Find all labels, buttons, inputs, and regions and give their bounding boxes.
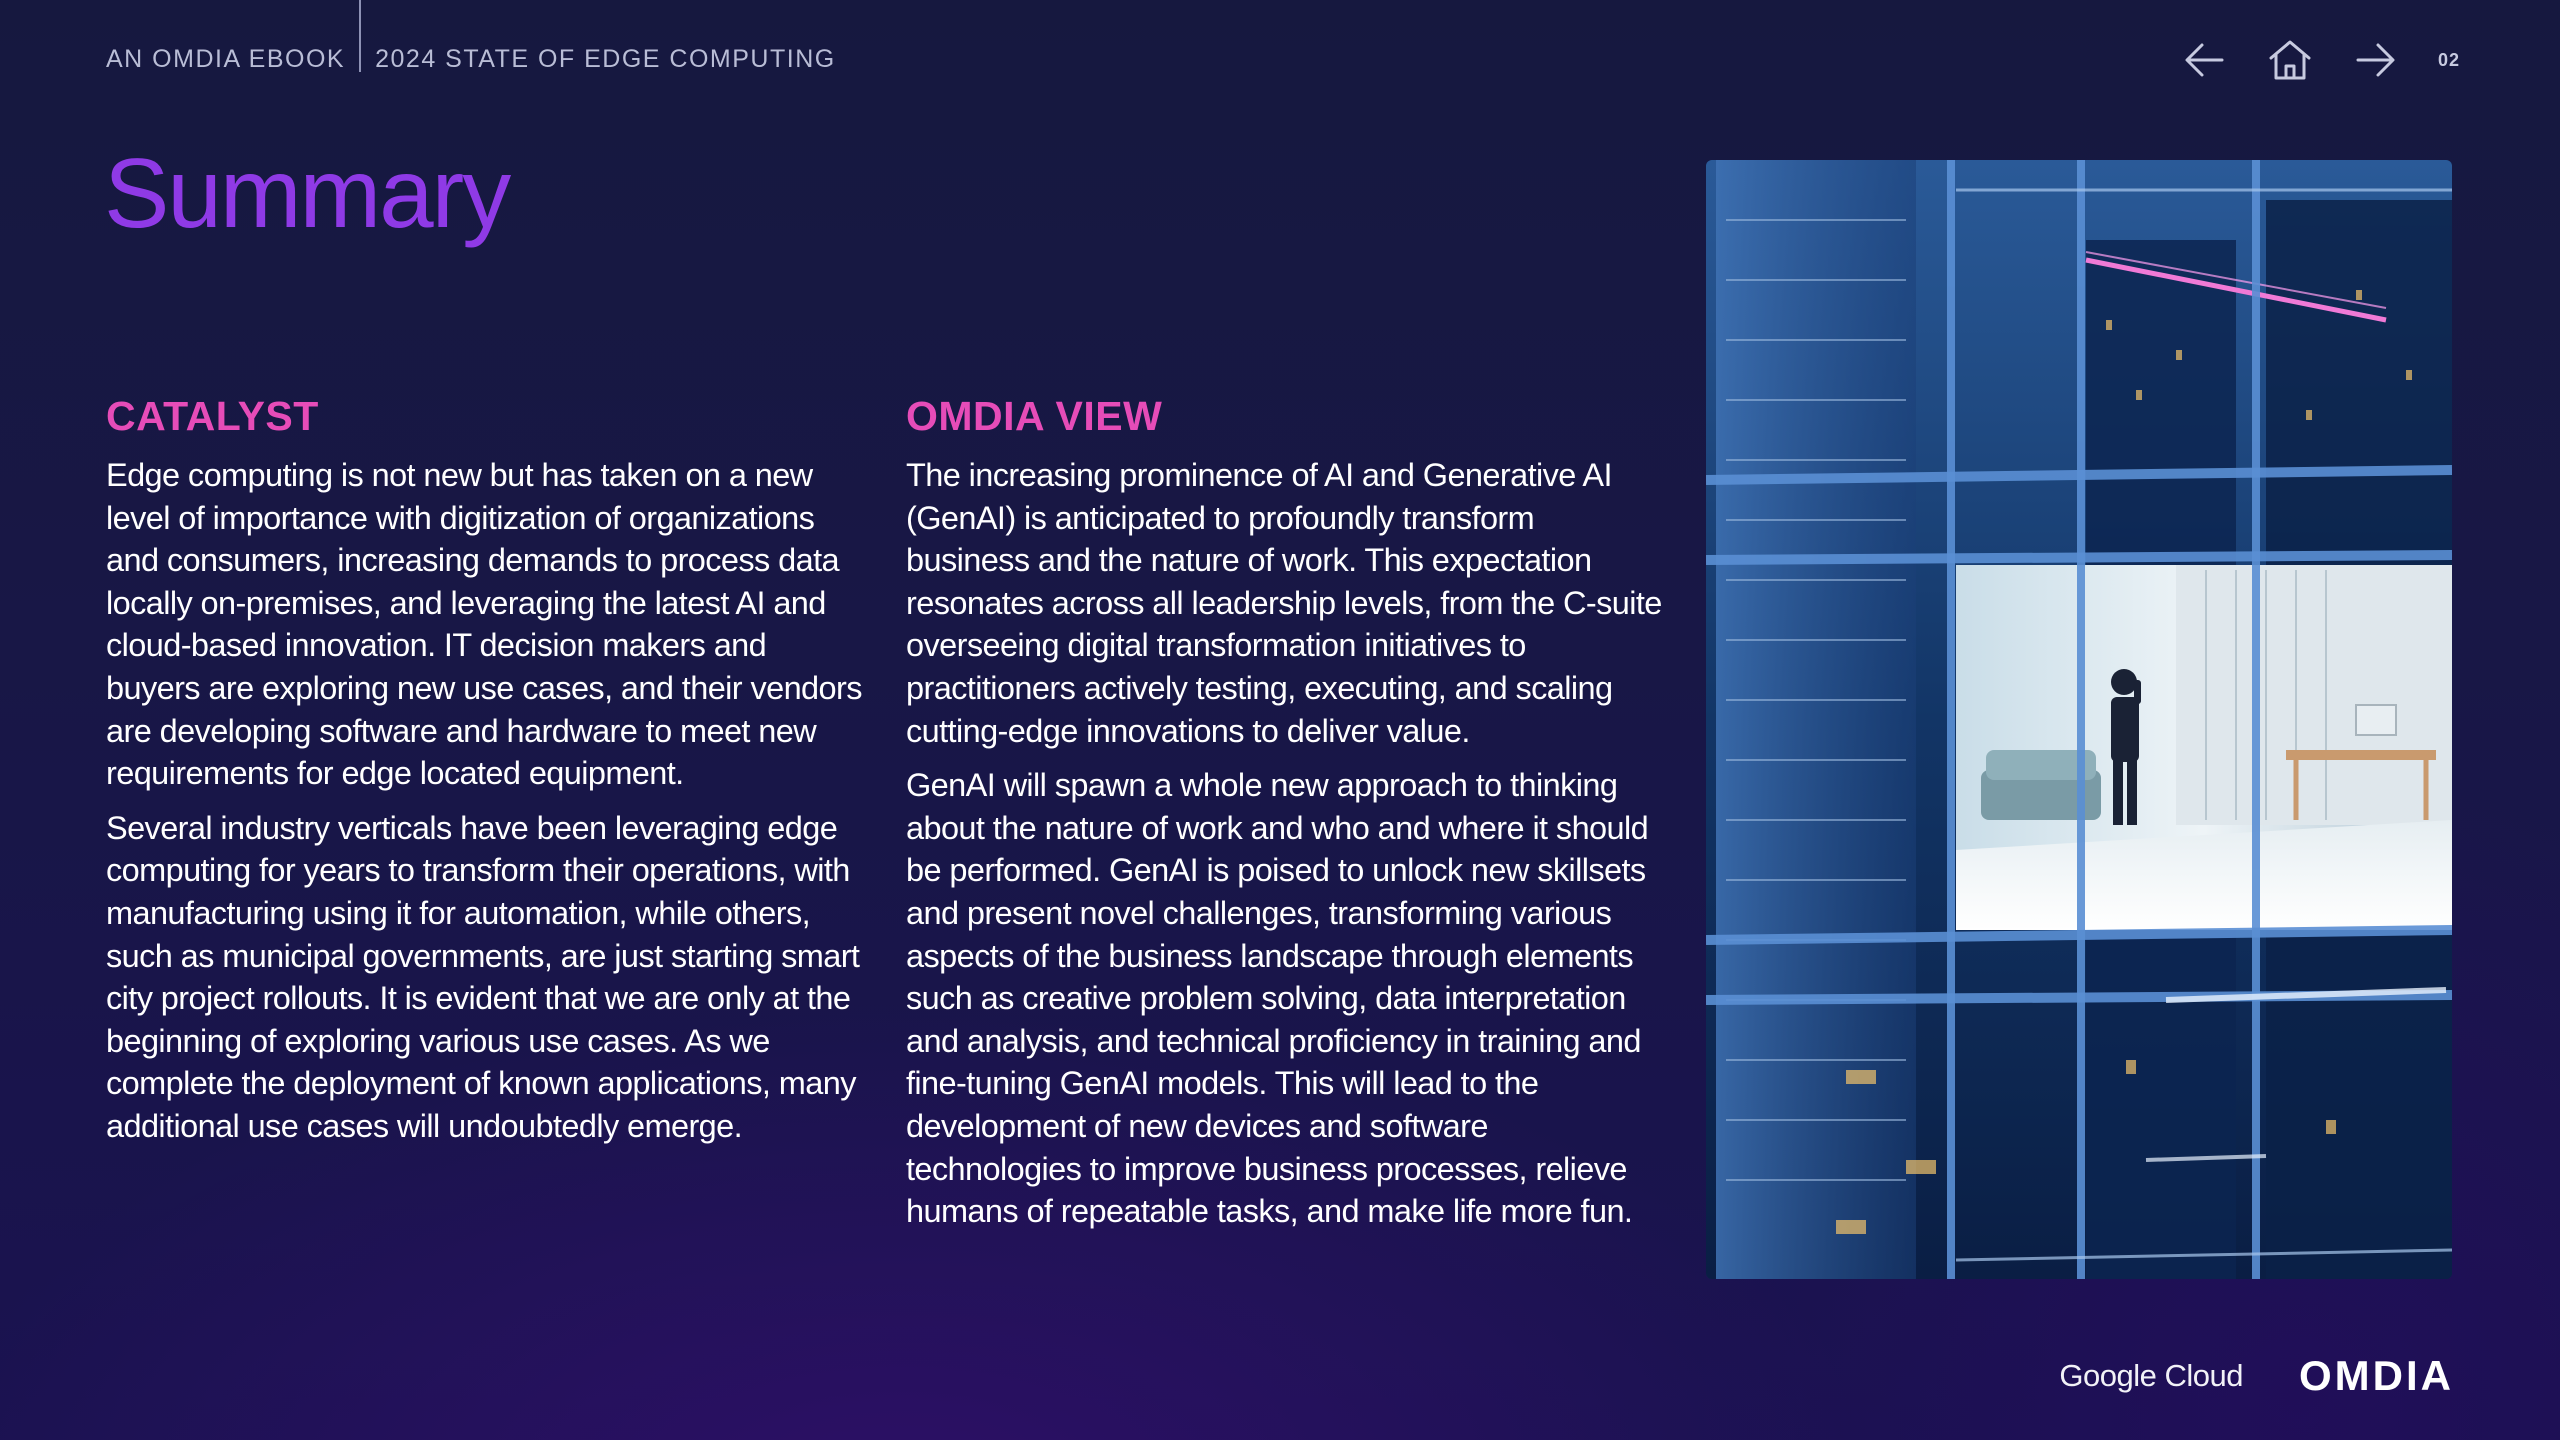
- home-icon: [2267, 39, 2313, 81]
- omdia-view-paragraph: GenAI will spawn a whole new approach to thinking about the nature of work and who and where it should be performed. GenAI is poised to unlock new skillsets and present novel challenges, transforming various aspects of the business landscape through elements such as creative problem solving, data interpretation and analysis, and technical proficiency in training and fine-tuning GenAI models. This will lead to the development of new devices and software technologies to improve business processes, relieve humans of repeatable tasks, and make life more fun.: [906, 767, 1649, 1230]
- arrow-right-icon: [2356, 42, 2396, 78]
- omdia-view-paragraph: The increasing prominence of AI and Generative AI (GenAI) is anticipated to profoundly transform business and the nature of work. This expectation resonates across all leadership levels, from the C-suite overseeing digital transformation initiatives to practitioners actively testing, executing, and scaling cutting-edge innovations to deliver value.: [906, 457, 1662, 749]
- arrow-left-icon: [2184, 42, 2224, 78]
- previous-page-button[interactable]: [2180, 36, 2228, 84]
- header: [106, 0, 836, 72]
- google-cloud-logo: Google Cloud: [2059, 1358, 2243, 1393]
- catalyst-paragraph: Edge computing is not new but has taken on a new level of importance with digitization of organizations and consumers, increasing demands to process data locally on-premises, and leveraging the latest AI and cloud-based innovation. IT decision makers and buyers are exploring new use cases, and their vendors are developing software and hardware to meet new requirements for edge located equipment.: [106, 457, 862, 792]
- catalyst-heading: CATALYST: [106, 393, 319, 439]
- omdia-view-heading: OMDIA VIEW: [906, 393, 1163, 439]
- catalyst-section: [106, 395, 866, 1160]
- home-button[interactable]: [2266, 36, 2314, 84]
- report-title: 2024 STATE OF EDGE COMPUTING: [375, 45, 836, 73]
- ebook-label: AN OMDIA EBOOK: [106, 45, 346, 73]
- omdia-view-section: [906, 395, 1666, 1245]
- page-title: Summary: [104, 138, 510, 248]
- header-divider: [359, 0, 361, 72]
- footer: [2059, 1352, 2454, 1400]
- page-number: 02: [2437, 49, 2460, 70]
- next-page-button[interactable]: [2352, 36, 2400, 84]
- catalyst-paragraph: Several industry verticals have been leveraging edge computing for years to transform their operations, with manufacturing using it for automation, while others, such as municipal governments, are just starting smart city project rollouts. It is evident that we are only at the beginning of exploring various use cases. As we complete the deployment of known applications, many additional use cases will undoubtedly emerge.: [106, 809, 860, 1144]
- office-tower-photo: [1706, 160, 2452, 1279]
- page-navigation: [2180, 36, 2460, 84]
- omdia-logo: OMDIA: [2299, 1352, 2454, 1399]
